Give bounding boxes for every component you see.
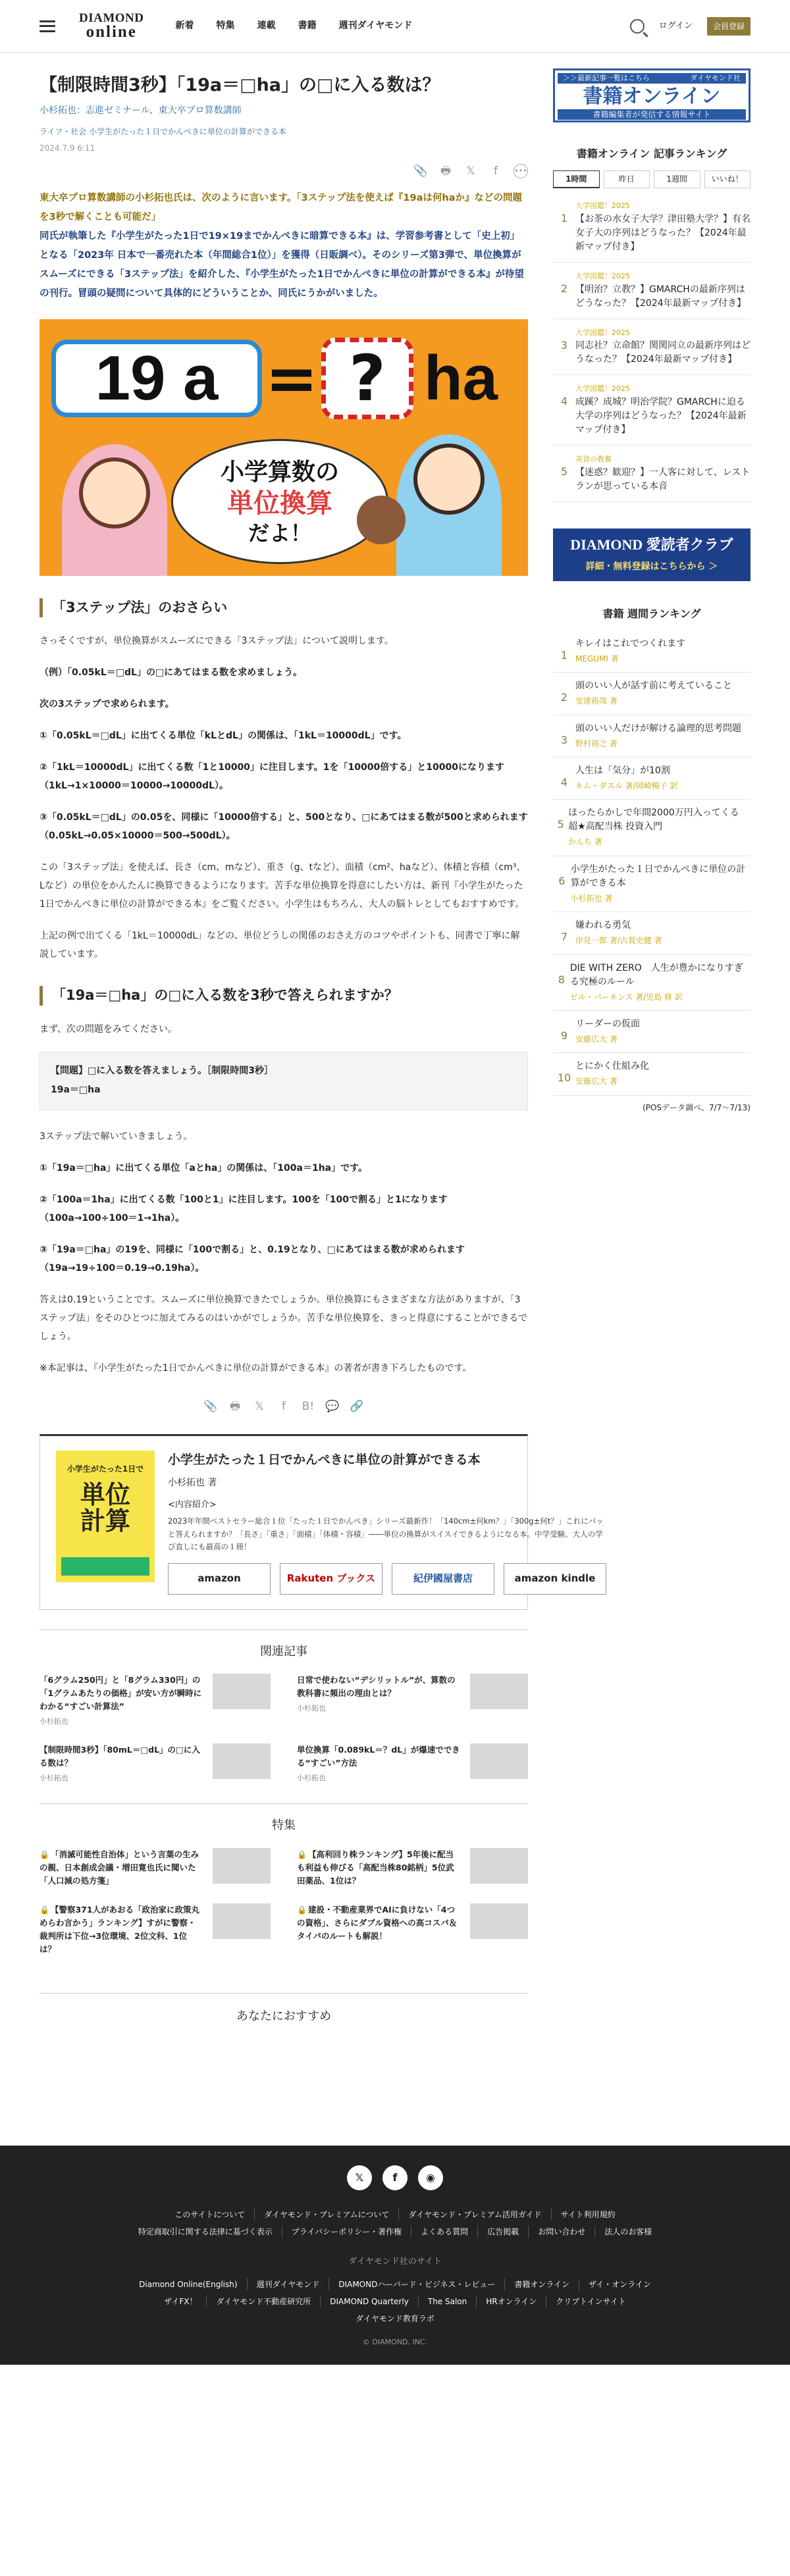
book-title: DIE WITH ZERO 人生が豊かになりすぎる究極のルール <box>569 962 743 987</box>
paragraph: さっそくですが、単位換算がスムーズにできる「3ステップ法」について説明します。 <box>40 636 394 647</box>
rank-number: 3 <box>560 338 568 351</box>
feature-thumb <box>213 1848 271 1884</box>
lock-icon: 🔒 <box>40 1850 49 1860</box>
register-button[interactable]: 会員登録 <box>707 17 750 36</box>
related-item[interactable] <box>297 1674 528 1728</box>
book-author: 小杉拓也 著 <box>570 893 613 903</box>
footer-link[interactable]: このサイトについて <box>165 2209 255 2221</box>
step-1: ①「0.05kL＝□dL」に出てくる単位「kLとdL」の関係は、「1kL＝10000dL」です。 <box>40 731 407 742</box>
article-date: 2024.7.9 6:11 <box>40 143 95 153</box>
article-title: 【制限時間3秒】「19a＝□ha」の□に入る数は？ <box>40 75 440 95</box>
ranking-note: (POSデータ調べ、7/7〜7/13) <box>643 1102 750 1112</box>
boy-illustration <box>396 434 502 576</box>
book-intro-head: <内容紹介> <box>168 1499 217 1510</box>
article-author[interactable]: 小杉拓也：志進ゼミナール、東大卒プロ算数講師 <box>40 105 242 116</box>
ranking-item[interactable] <box>553 446 750 502</box>
related-thumb <box>213 1743 271 1779</box>
rank-title: 【お茶の水女子大学？津田塾大学？】有名女子大の序列はどうなった？【2024年最新マップ付き】 <box>575 213 750 252</box>
footer-link[interactable]: 特定商取引に関する法律に基づく表示 <box>129 2226 282 2238</box>
site-footer <box>0 2146 790 2365</box>
ranking-item[interactable] <box>553 375 750 446</box>
banner2-title: DIAMOND 愛読者クラブ <box>570 536 733 553</box>
book-title: ほったらかしで年間2000万円入ってくる 超★高配当株 投資入門 <box>568 808 739 833</box>
more-icon[interactable]: ••• <box>514 164 528 178</box>
lock-icon: 🔒 <box>297 1905 307 1915</box>
related-item-author: 小杉拓也 <box>40 1717 68 1726</box>
rank-kicker: 大学図鑑！2025 <box>575 384 630 394</box>
nav-new[interactable]: 新着 <box>175 20 194 31</box>
rank-number: 6 <box>558 874 566 887</box>
section-heading-2: 「19a＝□ha」の□に入る数を3秒で答えられますか？ <box>40 986 528 1005</box>
facebook-icon[interactable]: f <box>382 2165 408 2190</box>
related-item-title: 単位換算「0.089kL＝？dL」が爆速でできる“すごい”方法 <box>297 1744 460 1768</box>
article-ranking-list <box>553 192 750 502</box>
article-lead <box>40 189 528 303</box>
book-title: 小学生がたった１日でかんぺきに単位の計算ができる本 <box>570 863 746 889</box>
paragraph: 答えは0.19ということです。スムーズに単位換算できたでしょうか。単位換算にもさまざまな方法がありますが、「3ステップ法」をそのひとつに加えてみるのはいかがでしょうか。苦手な単位換算を、きっと得意にすることができるでしょう。 <box>40 1294 528 1342</box>
rakuten-button[interactable]: Rakuten ブックス <box>280 1563 382 1595</box>
feature-item-title: 【警察371人があおる「政治家に政策丸めらわ言かう」ランキング】すがに警察・裁判所は下位→3位環境、2位文科、1位は？ <box>40 1905 200 1955</box>
step-3: ③「19a＝□ha」の19を、同様に「100で割る」と、0.19となり、□にあてはまる数が求められます（19a→19÷100＝0.19→0.19ha）。 <box>40 1244 465 1274</box>
weekly-ranking-list <box>553 631 750 1096</box>
footer-link[interactable]: プライバシーポリシー・著作権 <box>282 2226 411 2238</box>
rank-number: 2 <box>560 691 568 704</box>
rank-kicker: 大学図鑑！2025 <box>575 201 630 211</box>
footer-link[interactable]: DIAMONDハーバード・ビジネス・レビュー <box>329 2279 505 2290</box>
step-2: ②「100a＝1ha」に出てくる数「100と1」に注目します。100を「100で割る」と1になります（100a→100÷100＝1→1ha）。 <box>40 1194 448 1224</box>
feature-item-title: 【高利回り株ランキング】5年後に配当も利益も伸びる「高配当株80銘柄」5位武田薬品、1位は？ <box>297 1849 454 1886</box>
rank-number: 1 <box>560 648 568 661</box>
banner-publisher: ダイヤモンド社 <box>690 74 741 82</box>
rank-number: 10 <box>557 1071 571 1085</box>
banner2-cta: 詳細・無料登録はこちらから ＞ <box>585 561 718 573</box>
link-icon[interactable]: 🔗 <box>350 1400 364 1414</box>
rank-number: 5 <box>557 818 564 831</box>
recommend-title: あなたにおすすめ <box>40 1993 528 2027</box>
footer-link[interactable]: ダイヤモンド教育ラボ <box>356 2314 434 2324</box>
hero-image <box>40 319 528 576</box>
weekly-item[interactable] <box>553 758 750 800</box>
rank-number: 8 <box>558 973 566 986</box>
paragraph: まず、次の問題をみてください。 <box>40 1023 177 1035</box>
footer-link[interactable]: 広告掲載 <box>478 2226 529 2238</box>
features-list <box>40 1848 528 1956</box>
lead-quote: 東大卒プロ算数講師の小杉拓也氏は、次のように言います。「3ステップ法を使えば『19aは何haか』などの問題を3秒で解くことも可能だ」 <box>40 193 522 223</box>
book-author: 安藤広大 著 <box>575 1077 618 1087</box>
site-header <box>0 0 790 53</box>
rank-title: 【明治？立教？】GMARCHの最新序列はどうなった？【2024年最新マップ付き】 <box>575 284 747 309</box>
weekly-ranking-title: 書籍 週間ランキング <box>602 607 701 620</box>
facebook-icon[interactable]: f <box>494 164 498 178</box>
ranking-item[interactable] <box>553 263 750 319</box>
ranking-tabs <box>553 170 750 188</box>
problem-box <box>40 1052 528 1110</box>
footer-links-4 <box>0 2296 790 2307</box>
feature-item[interactable] <box>297 1848 528 1888</box>
print-icon[interactable]: 🖶 <box>229 1400 241 1414</box>
feature-thumb <box>470 1848 528 1884</box>
paragraph: 次の3ステップで求められます。 <box>40 699 174 710</box>
related-item-author: 小杉拓也 <box>297 1773 326 1782</box>
books-online-banner[interactable] <box>553 68 750 122</box>
rank-number: 7 <box>560 931 568 944</box>
clip-icon[interactable]: 📎 <box>203 1400 218 1414</box>
book-title[interactable]: 小学生がたった１日でかんぺきに単位の計算ができる本 <box>168 1452 481 1467</box>
footer-link[interactable]: サイト利用規約 <box>560 2210 616 2220</box>
weekly-item[interactable] <box>553 673 750 715</box>
lock-icon: 🔒 <box>40 1905 49 1915</box>
paragraph: 3ステップ法で解いていきましょう。 <box>40 1131 193 1142</box>
sidebar <box>553 68 750 2093</box>
feature-item-title: 「消滅可能性自治体」という言葉の生みの親、日本創成会議・増田寛也氏に聞いた「人口減の処方箋」 <box>40 1849 199 1886</box>
book-author: 安達裕哉 著 <box>575 696 618 706</box>
rank-title: 同志社？立命館？関関同立の最新序列はどうなった？【2024年最新マップ付き】 <box>575 340 750 365</box>
banner-title: 書籍オンライン <box>583 85 721 108</box>
feature-thumb <box>470 1903 528 1939</box>
footer-link[interactable]: 週刊ダイヤモンド <box>248 2279 330 2290</box>
social-links <box>0 2165 790 2190</box>
tab-1hour[interactable]: 1時間 <box>553 170 600 188</box>
rss-icon[interactable]: ◉ <box>418 2165 443 2190</box>
bubble-line-1: 小学算数の <box>220 459 339 486</box>
kindle-button[interactable]: amazon kindle <box>504 1563 606 1595</box>
feature-item[interactable] <box>297 1903 528 1956</box>
feature-item[interactable] <box>40 1848 271 1888</box>
print-icon[interactable]: 🖶 <box>440 164 452 178</box>
article-ranking-title: 書籍オンライン 記事ランキング <box>576 147 727 160</box>
lead-body: 同氏が執筆した『小学生がたった1日で19×19までかんぺきに暗算できる本』は、学習参考書として「史上初」となる「2023年 日本で一番売れた本（年間総合1位）」を獲得（日販調べ）。そのシリーズ第3弾で、単位換算がスムーズにできる「3ステップ法」を紹介した、『小学生がたった1日でかんぺきに単位の計算ができる本』が待望の刊行。冒頭の疑問について具体的にどういうことか、同氏にうかがいました。 <box>40 231 524 299</box>
rank-kicker: 美食の教養 <box>575 454 612 463</box>
footer-links-2 <box>0 2226 790 2238</box>
footer-link[interactable]: Diamond Online(English) <box>130 2279 247 2290</box>
related-item[interactable] <box>40 1674 271 1728</box>
footer-links-3 <box>0 2279 790 2290</box>
ranking-item[interactable] <box>553 192 750 263</box>
book-title: 頭のいい人が話す前に考えていること <box>575 681 732 692</box>
tab-yesterday[interactable]: 昨日 <box>604 170 650 188</box>
rank-number: 3 <box>560 733 568 746</box>
weekly-item[interactable] <box>553 955 750 1011</box>
footer-group-title: ダイヤモンド社のサイト <box>348 2257 442 2267</box>
book-title: 頭のいい人だけが解ける論理的思考問題 <box>575 723 741 734</box>
bubble-line-3: だよ！ <box>248 521 311 546</box>
step-3: ③「0.05kL＝□dL」の0.05を、同様に「10000倍する」と、500となり、□にあてはまる数が500と求められます（0.05kL→0.05×10000＝500→500dL）。 <box>40 812 528 842</box>
x-icon[interactable]: 𝕏 <box>255 1400 264 1414</box>
hero-question-box: ? <box>321 338 413 419</box>
weekly-item[interactable] <box>553 1053 750 1095</box>
footer-link[interactable]: ザイ・オンライン <box>589 2280 651 2290</box>
related-item[interactable] <box>297 1743 528 1784</box>
related-title: 関連記事 <box>40 1630 528 1662</box>
feature-thumb <box>213 1903 271 1939</box>
facebook-icon[interactable]: f <box>282 1400 286 1414</box>
related-thumb <box>470 1743 528 1779</box>
copyright: © DIAMOND, INC. <box>362 2338 428 2347</box>
nav-books[interactable]: 書籍 <box>298 20 317 31</box>
footer-link[interactable]: ダイヤモンド・プレミアムについて <box>255 2209 399 2221</box>
footer-link[interactable]: The Salon <box>419 2296 477 2307</box>
footer-link[interactable]: お問い合わせ <box>529 2226 595 2238</box>
amazon-button[interactable]: amazon <box>168 1563 271 1595</box>
book-cover[interactable] <box>56 1451 155 1582</box>
tab-1week[interactable]: 1週間 <box>654 170 700 188</box>
footer-link[interactable]: ダイヤモンド不動産研究所 <box>207 2296 321 2307</box>
related-item-author: 小杉拓也 <box>40 1773 68 1782</box>
banner-tag: ＞＞最新記事一覧はこちら <box>563 74 650 82</box>
book-author: MEGUMI 著 <box>575 654 619 663</box>
book-author: ビル・パーキンス 著/児島 修 訳 <box>569 992 683 1002</box>
comment-icon[interactable]: 💬 <box>325 1400 340 1414</box>
book-author: 安藤広大 著 <box>575 1034 618 1044</box>
cover-band <box>61 1557 149 1576</box>
paragraph: 上記の例で出てくる「1kL＝10000dL」などの、単位どうしの関係のおさえ方のコツやポイントも、同書で丁寧に解説しています。 <box>40 931 520 960</box>
nav-feature[interactable]: 特集 <box>216 20 235 31</box>
book-author: かんち 著 <box>568 837 602 847</box>
book-title: 嫌われる勇気 <box>575 920 631 931</box>
book-author: 岸見一郎 著/古賀史健 著 <box>575 936 662 946</box>
search-icon[interactable] <box>630 19 645 34</box>
rank-number: 5 <box>560 465 568 478</box>
footer-link[interactable]: DIAMOND Quarterly <box>321 2296 419 2307</box>
paragraph: この「3ステップ法」を使えば、長さ（cm、mなど）、重さ（g、tなど）、面積（cm²、haなど）、体積と容積（cm³、Lなど）の単位をかんたんに換算できるようになります。苦手な単位換算を得意にしたい方は、新刊『小学生がたった1日でかんぺきに単位の計算ができる本』をご覧ください。小学生はもちろん、大人の脳トレとしてもおすすめです。 <box>40 862 526 910</box>
footer-link[interactable]: HRオンライン <box>477 2296 546 2307</box>
related-item-author: 小杉拓也 <box>297 1704 326 1713</box>
section-heading-1: 「3ステップ法」のおさらい <box>40 598 528 617</box>
weekly-item[interactable] <box>553 800 750 856</box>
related-thumb <box>213 1674 271 1709</box>
ranking-item[interactable] <box>553 319 750 376</box>
book-author: キム・ダスル 著/岡崎暢子 訳 <box>575 781 678 790</box>
hero-box-left: 19 a <box>51 340 262 417</box>
book-intro: 2023年年間ベストセラー総合１位「たった１日でかんぺき」シリーズ最新作！「140cm±何km？」「300g±何t？」これにパッと答えられますか？「長さ」「重さ」「面積」「体積・容積」――単位の換算がスイスイできるようになる本。中学受験、大人の学び直しにも最高の１冊！ <box>168 1516 604 1552</box>
rank-number: 1 <box>560 212 568 225</box>
book-author: 小杉拓也 著 <box>168 1478 217 1489</box>
shop-links <box>168 1563 606 1595</box>
bubble-line-2: 単位換算 <box>227 488 332 519</box>
rank-number: 2 <box>560 282 568 295</box>
related-thumb <box>470 1674 528 1709</box>
weekly-item[interactable] <box>553 856 750 912</box>
related-list <box>40 1674 528 1784</box>
footer-link[interactable]: よくある質問 <box>411 2226 478 2238</box>
site-logo[interactable]: DIAMOND online <box>79 11 144 41</box>
nav-series[interactable]: 連載 <box>257 20 276 31</box>
footer-links-5 <box>0 2313 790 2325</box>
share-bar-bottom <box>40 1400 528 1414</box>
cover-title: 単位 計算 <box>80 1480 130 1535</box>
feature-item-title: 建設・不動産業界でAIに負けない「4つの資格」、さらにダブル資格への高コスパ＆タイパのルートも解説！ <box>297 1905 458 1942</box>
paragraph: （例）「0.05kL＝□dL」の□にあてはまる数を求めましょう。 <box>40 667 303 679</box>
book-title: 人生は「気分」が10割 <box>575 765 670 776</box>
book-title: とにかく仕組み化 <box>575 1061 649 1072</box>
footer-link[interactable]: ダイヤモンド・プレミアム活用ガイド <box>399 2209 551 2221</box>
tab-likes[interactable]: いいね！ <box>704 170 751 188</box>
rank-number: 4 <box>560 395 568 408</box>
problem-equation: 19a＝□ha <box>51 1085 101 1096</box>
footer-link[interactable]: 法人のお客様 <box>604 2227 652 2237</box>
lock-icon: 🔒 <box>297 1850 307 1860</box>
paragraph: ※本記事は、『小学生がたった1日でかんぺきに単位の計算ができる本』の著者が書き下ろしたものです。 <box>40 1362 472 1374</box>
banner-subtitle: 書籍編集者が発信する情報サイト <box>558 109 746 120</box>
clip-icon[interactable]: 📎 <box>413 164 428 178</box>
book-title: キレイはこれでつくれます <box>575 638 686 649</box>
hero-equals: = <box>265 342 319 416</box>
girl-illustration <box>62 444 167 576</box>
feature-item[interactable] <box>40 1903 271 1956</box>
book-author: 野村裕之 著 <box>575 738 618 748</box>
rank-number: 9 <box>560 1029 568 1042</box>
cover-top: 小学生がたった1日で <box>66 1464 144 1474</box>
related-item[interactable] <box>40 1743 271 1784</box>
login-link[interactable]: ログイン <box>658 20 693 31</box>
reader-club-banner[interactable] <box>553 528 750 581</box>
x-icon[interactable]: 𝕏 <box>466 164 475 178</box>
rank-number: 4 <box>560 775 568 788</box>
footer-link[interactable]: 書籍オンライン <box>505 2279 579 2290</box>
weekly-item[interactable] <box>553 912 750 954</box>
hatena-icon[interactable]: B! <box>302 1400 315 1414</box>
rank-kicker: 大学図鑑！2025 <box>575 271 630 280</box>
hero-speech-bubble <box>171 439 388 564</box>
global-nav <box>176 18 413 34</box>
kinokuniya-button[interactable]: 紀伊國屋書店 <box>392 1563 494 1595</box>
weekly-item[interactable] <box>553 631 750 673</box>
book-title: リーダーの仮面 <box>575 1018 640 1029</box>
footer-link[interactable]: ザイFX！ <box>155 2296 207 2307</box>
step-1: ①「19a＝□ha」に出てくる単位「aとha」の関係は、「100a＝1ha」です。 <box>40 1162 367 1173</box>
related-item-title: 日常で使わない“デシリットル”が、算数の教科書に頻出の理由とは？ <box>297 1675 456 1699</box>
rank-kicker: 大学図鑑！2025 <box>575 328 630 337</box>
share-bar-top <box>40 164 528 178</box>
x-icon[interactable]: 𝕏 <box>347 2165 372 2190</box>
article-category[interactable]: ライフ・社会 小学生がたった１日でかんぺきに単位の計算ができる本 <box>40 127 286 137</box>
weekly-item[interactable] <box>553 1011 750 1053</box>
bear-illustration <box>357 496 406 544</box>
hamburger-menu-icon[interactable] <box>40 20 55 32</box>
rank-title: 成蹊？成城？明治学院？GMARCHに迫る大学の序列はどうなった？【2024年最新マップ付き】 <box>575 396 747 435</box>
nav-weekly[interactable]: 週刊ダイヤモンド <box>338 20 413 31</box>
related-item-title: 「6グラム250円」と「8グラム330円」の「1グラムあたりの価格」が安い方が瞬時にわかる“すごい計算法” <box>40 1675 202 1712</box>
features-title: 特集 <box>40 1803 528 1836</box>
rank-title: 【迷惑？歓迎？】一人客に対して、レストランが思っている本音 <box>575 467 750 492</box>
step-2: ②「1kL＝10000dL」に出てくる数「1と10000」に注目します。1を「10000倍する」と10000になります（1kL→1×10000＝10000→10000dL）。 <box>40 762 504 792</box>
problem-text: 【問題】□に入る数を答えましょう。［制限時間3秒］ <box>51 1065 273 1076</box>
footer-links-1 <box>0 2209 790 2221</box>
weekly-item[interactable] <box>553 715 750 758</box>
hero-unit: ha <box>424 343 498 414</box>
footer-link[interactable]: クリプトインサイト <box>556 2297 626 2307</box>
book-box <box>40 1434 604 1610</box>
related-item-title: 【制限時間3秒】「80mL＝□dL」の□に入る数は？ <box>40 1744 200 1768</box>
